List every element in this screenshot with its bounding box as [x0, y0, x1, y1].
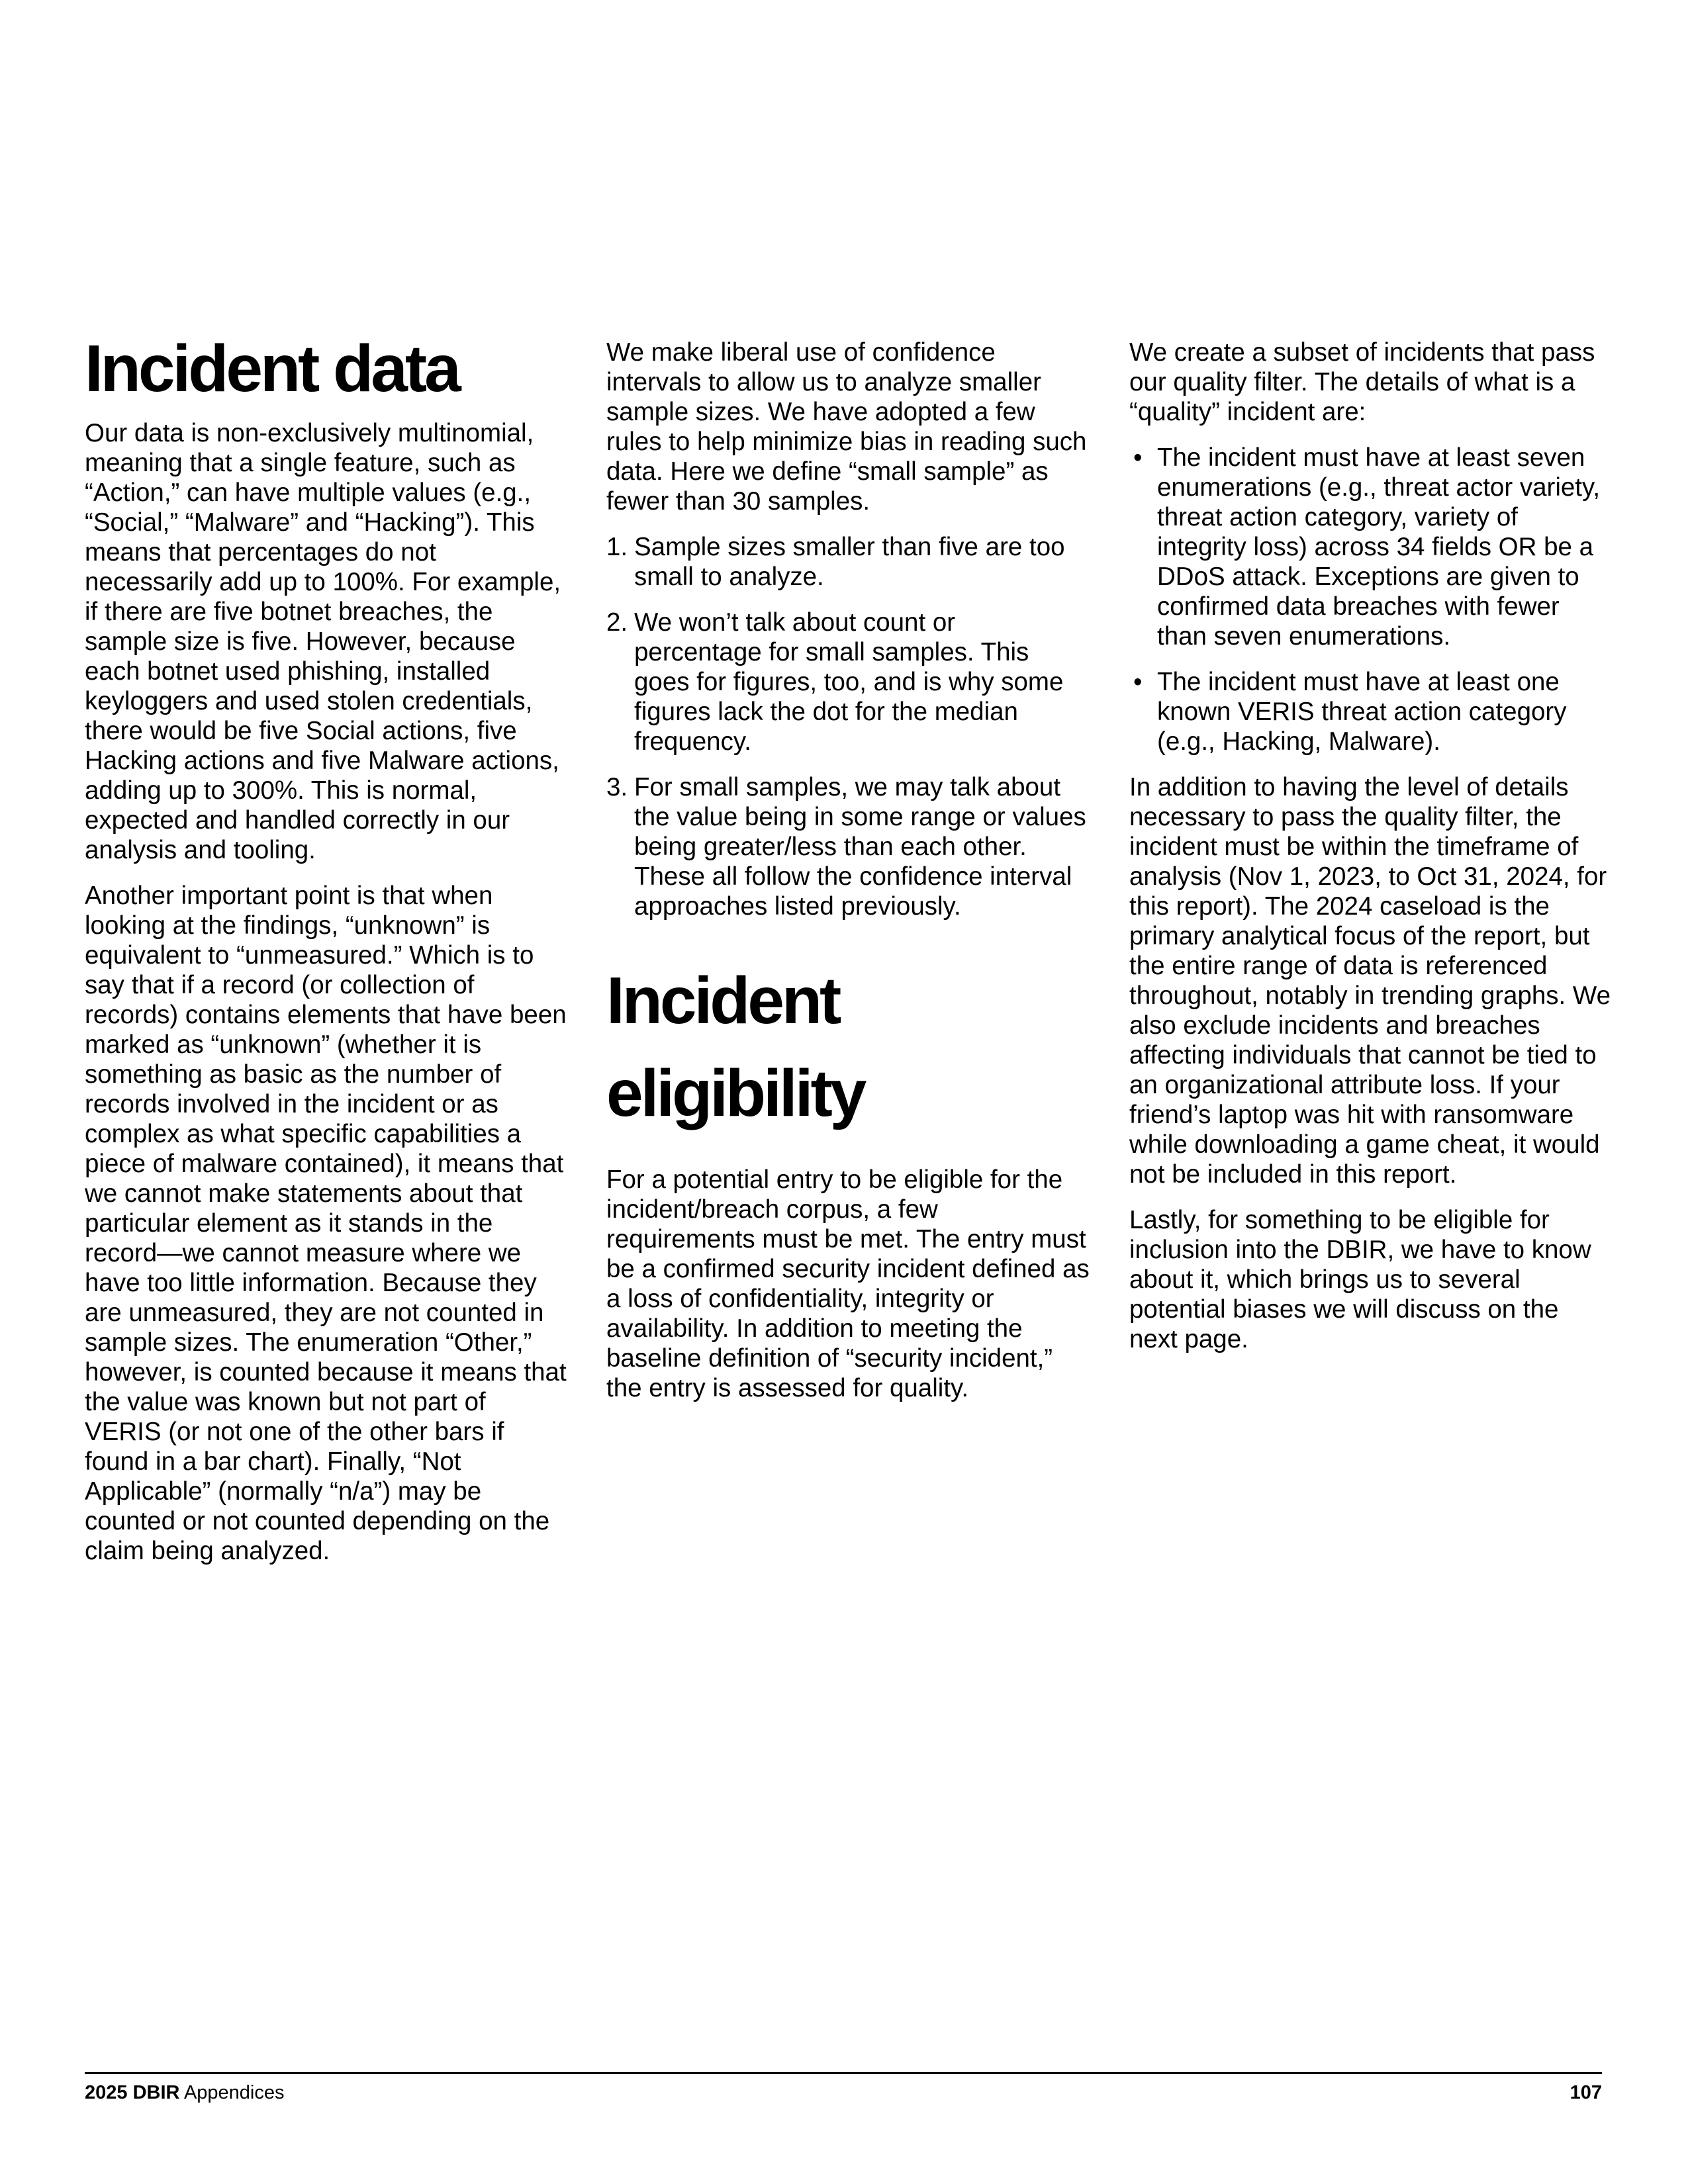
list-item-text: The incident must have at least seven enumerations (e.g., threat actor variety, threat action category, variety of integrity loss) across 34 fields OR be a DDoS attack. Exceptions are given to confirmed data breaches with fewer than seven enumerations.	[1157, 443, 1601, 651]
list-item	[1129, 443, 1613, 651]
list-item	[606, 772, 1090, 921]
list-item	[606, 532, 1090, 592]
list-item-text: We won’t talk about count or percentage for small samples. This goes for figures, too, and is why some figures lack the dot for the median frequency.	[634, 608, 1064, 756]
footer-doc-name: 2025 DBIR	[85, 2082, 180, 2103]
paragraph-multinomial: Our data is non-exclusively multinomial, meaning that a single feature, such as “Action,” can have multiple values (e.g., “Social,” “Malware” and “Hacking”). This means that percentages do not necessarily add up to 100%. For example, if there are five botnet breaches, the sample size is five. However, because each botnet used phishing, installed keyloggers and used stolen credentials, there would be five Social actions, five Hacking actions and five Malware actions, adding up to 300%. This is normal, expected and handled correctly in our analysis and tooling.	[85, 419, 561, 864]
list-item-text: The incident must have at least one known VERIS threat action category (e.g., Hacking, Malware).	[1157, 668, 1567, 756]
list-marker: 3.	[606, 773, 628, 801]
list-item	[1129, 667, 1613, 756]
paragraph-unknown: Another important point is that when looking at the findings, “unknown” is equivalent to “unmeasured.” Which is to say that if a record (or collection of records) contains elements that have been marked as “unknown” (whether it is something as basic as the number of records involved in the incident or as complex as what specific capabilities a piece of malware contained), it means that we cannot make statements about that particular element as it stands in the record—we cannot measure where we have too little information. Because they are unmeasured, they are not counted in sample sizes. The enumeration “Other,” however, is counted because it means that the value was known but not part of VERIS (or not one of the other bars if found in a bar chart). Finally, “Not Applicable” (normally “n/a”) may be counted or not counted depending on the claim being analyzed.	[85, 882, 567, 1565]
footer-section: Appendices	[183, 2082, 285, 2103]
column-3	[1129, 338, 1613, 1370]
heading-line-2: eligibility	[606, 1056, 865, 1130]
quality-criteria-list	[1129, 443, 1613, 756]
list-marker: 2.	[606, 608, 628, 637]
column-1	[85, 332, 568, 1582]
bullet-icon: •	[1133, 668, 1143, 696]
rules-list	[606, 532, 1090, 921]
bullet-icon: •	[1133, 443, 1143, 472]
paragraph-biases: Lastly, for something to be eligible for inclusion into the DBIR, we have to know about it, which brings us to several potential biases we will discuss on the next page.	[1129, 1206, 1591, 1353]
list-marker: 1.	[606, 533, 628, 561]
heading-incident-data: Incident data	[85, 332, 459, 406]
heading-incident-eligibility	[606, 954, 1090, 1140]
paragraph-timeframe: In addition to having the level of details necessary to pass the quality filter, the incident must be within the timeframe of analysis (Nov 1, 2023, to Oct 31, 2024, for this report). The 2024 caseload is the primary analytical focus of the report, but the entire range of data is referenced throughout, notably in trending graphs. We also exclude incidents and breaches affecting individuals that cannot be tied to an organizational attribute loss. If your friend’s laptop was hit with ransomware while downloading a game cheat, it would not be included in this report.	[1129, 773, 1611, 1189]
paragraph-confidence-intervals: We make liberal use of confidence intervals to allow us to analyze smaller sample sizes. We have adopted a few rules to help minimize bias in reading such data. Here we define “small sample” as fewer than 30 samples.	[606, 338, 1087, 516]
list-item-text: For small samples, we may talk about the value being in some range or values being greater/less than each other. These all follow the confidence interval approaches listed previously.	[634, 773, 1086, 921]
heading-line-1: Incident	[606, 964, 839, 1038]
page-footer	[85, 2072, 1602, 2106]
list-item-text: Sample sizes smaller than five are too small to analyze.	[634, 533, 1065, 591]
paragraph-eligibility: For a potential entry to be eligible for the incident/breach corpus, a few requirements must be met. The entry must be a confirmed security incident defined as a loss of confidentiality, integrity or availability. In addition to meeting the baseline definition of “security incident,” the entry is assessed for quality.	[606, 1165, 1090, 1402]
paragraph-quality-filter: We create a subset of incidents that pass our quality filter. The details of what is a “quality” incident are:	[1129, 338, 1595, 426]
list-item	[606, 608, 1090, 756]
column-2	[606, 338, 1090, 1419]
page-number: 107	[1570, 2082, 1602, 2103]
